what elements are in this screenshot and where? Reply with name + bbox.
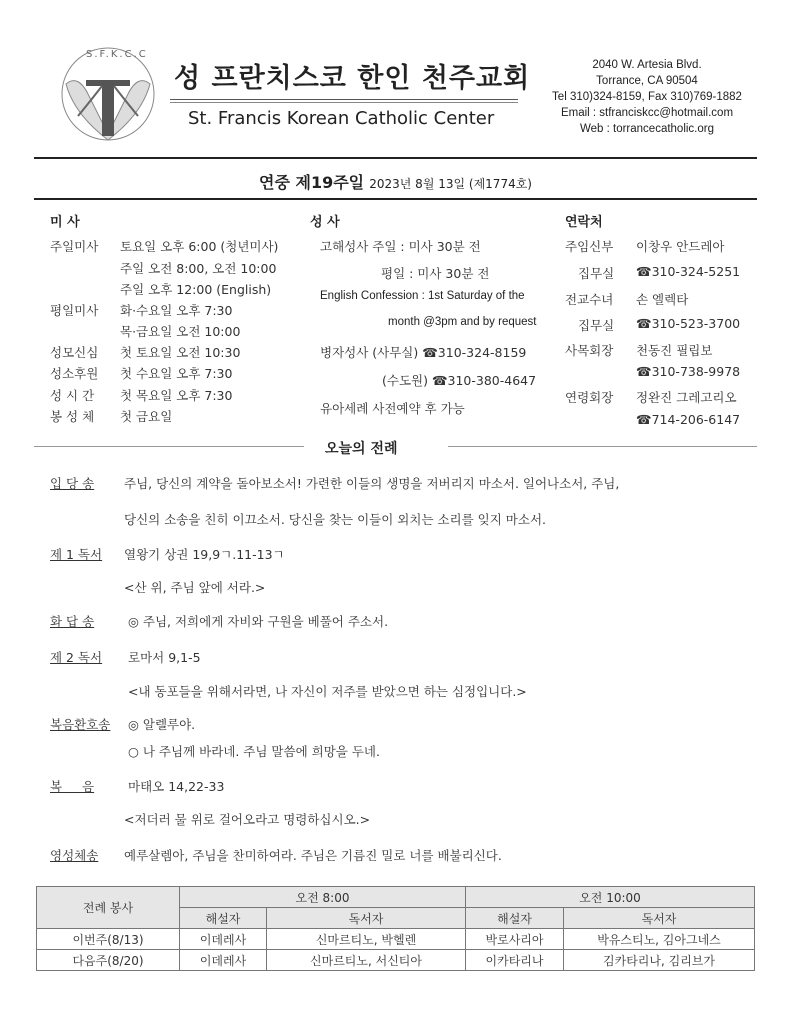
table-cell: 박로사리아 bbox=[466, 929, 564, 950]
contact-value: ☎714-206-6147 bbox=[636, 412, 741, 427]
table-cell: 이데레사 bbox=[180, 929, 267, 950]
email-line: Email : stfranciskcc@hotmail.com bbox=[560, 107, 734, 119]
reading2-theme: <내 동포들을 위해서라면, 나 자신이 저주를 받았으면 하는 심정입니다.> bbox=[128, 684, 527, 699]
top-rule bbox=[34, 157, 757, 159]
anointing-monastery: (수도원) ☎310-380-4647 bbox=[382, 373, 537, 388]
table-cell: 신마르티노, 박헬렌 bbox=[267, 929, 466, 950]
table-cell: 다음주(8/20) bbox=[37, 950, 180, 971]
mass-time: 화·수요일 오후 7:30 bbox=[120, 303, 233, 318]
table-cell: 신마르티노, 서신티아 bbox=[267, 950, 466, 971]
communion-label: 영성체송 bbox=[50, 848, 99, 863]
table-subheader: 해설자 bbox=[466, 908, 564, 929]
table-subheader: 해설자 bbox=[180, 908, 267, 929]
web-line: Web : torrancecatholic.org bbox=[579, 123, 715, 135]
table-cell: 이데레사 bbox=[180, 950, 267, 971]
contact-label: 전교수녀 bbox=[565, 292, 614, 307]
issue-sunday: 연중 제19주일 bbox=[259, 173, 365, 192]
mass-label: 성소후원 bbox=[50, 366, 99, 381]
logo bbox=[58, 44, 158, 144]
acclamation-text: ◎ 알렐루야. bbox=[128, 717, 196, 732]
liturgy-heading: 오늘의 전례 bbox=[325, 441, 398, 457]
address-block bbox=[530, 57, 764, 137]
gospel-theme: <저더러 물 위로 걸어오라고 명령하십시오.> bbox=[124, 812, 371, 827]
contact-value: 천동진 필립보 bbox=[636, 343, 713, 358]
church-name-english: St. Francis Korean Catholic Center bbox=[188, 108, 495, 129]
contact-label: 집무실 bbox=[578, 318, 615, 333]
mass-time: 첫 수요일 오후 7:30 bbox=[120, 366, 233, 381]
reading1-label: 제 1 독서 bbox=[50, 547, 103, 562]
logo-text: S.F.K.C.C bbox=[86, 49, 148, 60]
contact-label: 집무실 bbox=[578, 266, 615, 281]
address-line: 2040 W. Artesia Blvd. bbox=[592, 59, 702, 71]
mass-label: 주일미사 bbox=[50, 239, 99, 254]
contact-label: 사목회장 bbox=[565, 343, 614, 358]
mass-time: 첫 목요일 오후 7:30 bbox=[120, 388, 233, 403]
mass-time: 주일 오후 12:00 (English) bbox=[120, 282, 272, 297]
reading2-label: 제 2 독서 bbox=[50, 650, 103, 665]
table-group-header: 오전 10:00 bbox=[466, 887, 755, 908]
entrance-label: 입 당 송 bbox=[50, 476, 95, 491]
contact-value: 이창우 안드레아 bbox=[636, 239, 725, 254]
service-table bbox=[36, 886, 755, 971]
liturgy-divider-right bbox=[448, 446, 757, 447]
contact-label: 연령회장 bbox=[565, 390, 614, 405]
church-name-korean: 성 프란치스코 한인 천주교회 bbox=[174, 63, 531, 94]
communion-text: 예루살렘아, 주님을 찬미하여라. 주님은 기름진 밀로 너를 배불리신다. bbox=[124, 848, 502, 863]
reading1-theme: <산 위, 주님 앞에 서라.> bbox=[124, 580, 266, 595]
confession-weekday: 평일 : 미사 30분 전 bbox=[381, 266, 490, 281]
table-cell: 박유스티노, 김아그네스 bbox=[564, 929, 755, 950]
contact-value: 손 엘렉타 bbox=[636, 292, 689, 307]
table-subheader: 독서자 bbox=[564, 908, 755, 929]
gospel-label: 복 음 bbox=[50, 779, 95, 794]
table-cell: 이번주(8/13) bbox=[37, 929, 180, 950]
mass-label: 봉 성 체 bbox=[50, 409, 95, 424]
infant-baptism: 유아세례 사전예약 후 가능 bbox=[320, 401, 465, 416]
contact-heading: 연락처 bbox=[565, 215, 603, 230]
mass-time: 토요일 오후 6:00 (청년미사) bbox=[120, 239, 279, 254]
issue-rule bbox=[34, 198, 757, 200]
psalm-text: ◎ 주님, 저희에게 자비와 구원을 베풀어 주소서. bbox=[128, 614, 389, 629]
issue-title bbox=[0, 170, 791, 193]
entrance-text: 당신의 소송을 친히 이끄소서. 당신을 찾는 이들이 외치는 소리를 잊지 마소서. bbox=[124, 512, 547, 527]
header-divider bbox=[170, 99, 518, 100]
anointing-office: 병자성사 (사무실) ☎310-324-8159 bbox=[320, 345, 527, 360]
issue-date: 2023년 8월 13일 (제1774호) bbox=[369, 177, 532, 191]
table-cell: 김카타리나, 김리브가 bbox=[564, 950, 755, 971]
phone-line: Tel 310)324-8159, Fax 310)769-1882 bbox=[552, 91, 742, 103]
psalm-label: 화 답 송 bbox=[50, 614, 95, 629]
contact-value: ☎310-738-9978 bbox=[636, 364, 741, 379]
english-confession: English Confession : 1st Saturday of the bbox=[320, 290, 525, 302]
gospel-ref: 마태오 14,22-33 bbox=[128, 779, 225, 794]
mass-label: 성모신심 bbox=[50, 345, 99, 360]
confession-sunday: 고해성사 주일 : 미사 30분 전 bbox=[320, 239, 481, 254]
reading1-ref: 열왕기 상권 19,9ㄱ.11-13ㄱ bbox=[124, 547, 285, 562]
mass-time: 첫 토요일 오전 10:30 bbox=[120, 345, 241, 360]
liturgy-divider-left bbox=[34, 446, 304, 447]
address-line: Torrance, CA 90504 bbox=[596, 75, 698, 87]
entrance-text: 주님, 당신의 계약을 돌아보소서! 가련한 이들의 생명을 저버리지 마소서. 일어나소서, 주님, bbox=[124, 476, 620, 491]
mass-label: 성 시 간 bbox=[50, 388, 95, 403]
table-row bbox=[37, 929, 755, 950]
mass-time: 목·금요일 오전 10:00 bbox=[120, 324, 241, 339]
table-row bbox=[37, 950, 755, 971]
contact-value: ☎310-523-3700 bbox=[636, 316, 741, 331]
contact-value: ☎310-324-5251 bbox=[636, 264, 741, 279]
sacrament-heading: 성 사 bbox=[310, 215, 340, 230]
mass-time: 주일 오전 8:00, 오전 10:00 bbox=[120, 261, 277, 276]
table-corner: 전례 봉사 bbox=[37, 887, 180, 929]
mass-heading: 미 사 bbox=[50, 215, 80, 230]
acclamation-text: ○ 나 주님께 바라네. 주님 말씀에 희망을 두네. bbox=[128, 744, 380, 759]
contact-value: 정완진 그레고리오 bbox=[636, 390, 737, 405]
table-group-header: 오전 8:00 bbox=[180, 887, 466, 908]
mass-time: 첫 금요일 bbox=[120, 409, 173, 424]
acclamation-label: 복음환호송 bbox=[50, 717, 111, 732]
table-subheader: 독서자 bbox=[267, 908, 466, 929]
reading2-ref: 로마서 9,1-5 bbox=[128, 650, 201, 665]
english-confession-cont: month @3pm and by request bbox=[388, 316, 537, 328]
header-divider-2 bbox=[170, 102, 518, 103]
mass-label: 평일미사 bbox=[50, 303, 99, 318]
table-cell: 이카타리나 bbox=[466, 950, 564, 971]
contact-label: 주임신부 bbox=[565, 239, 614, 254]
